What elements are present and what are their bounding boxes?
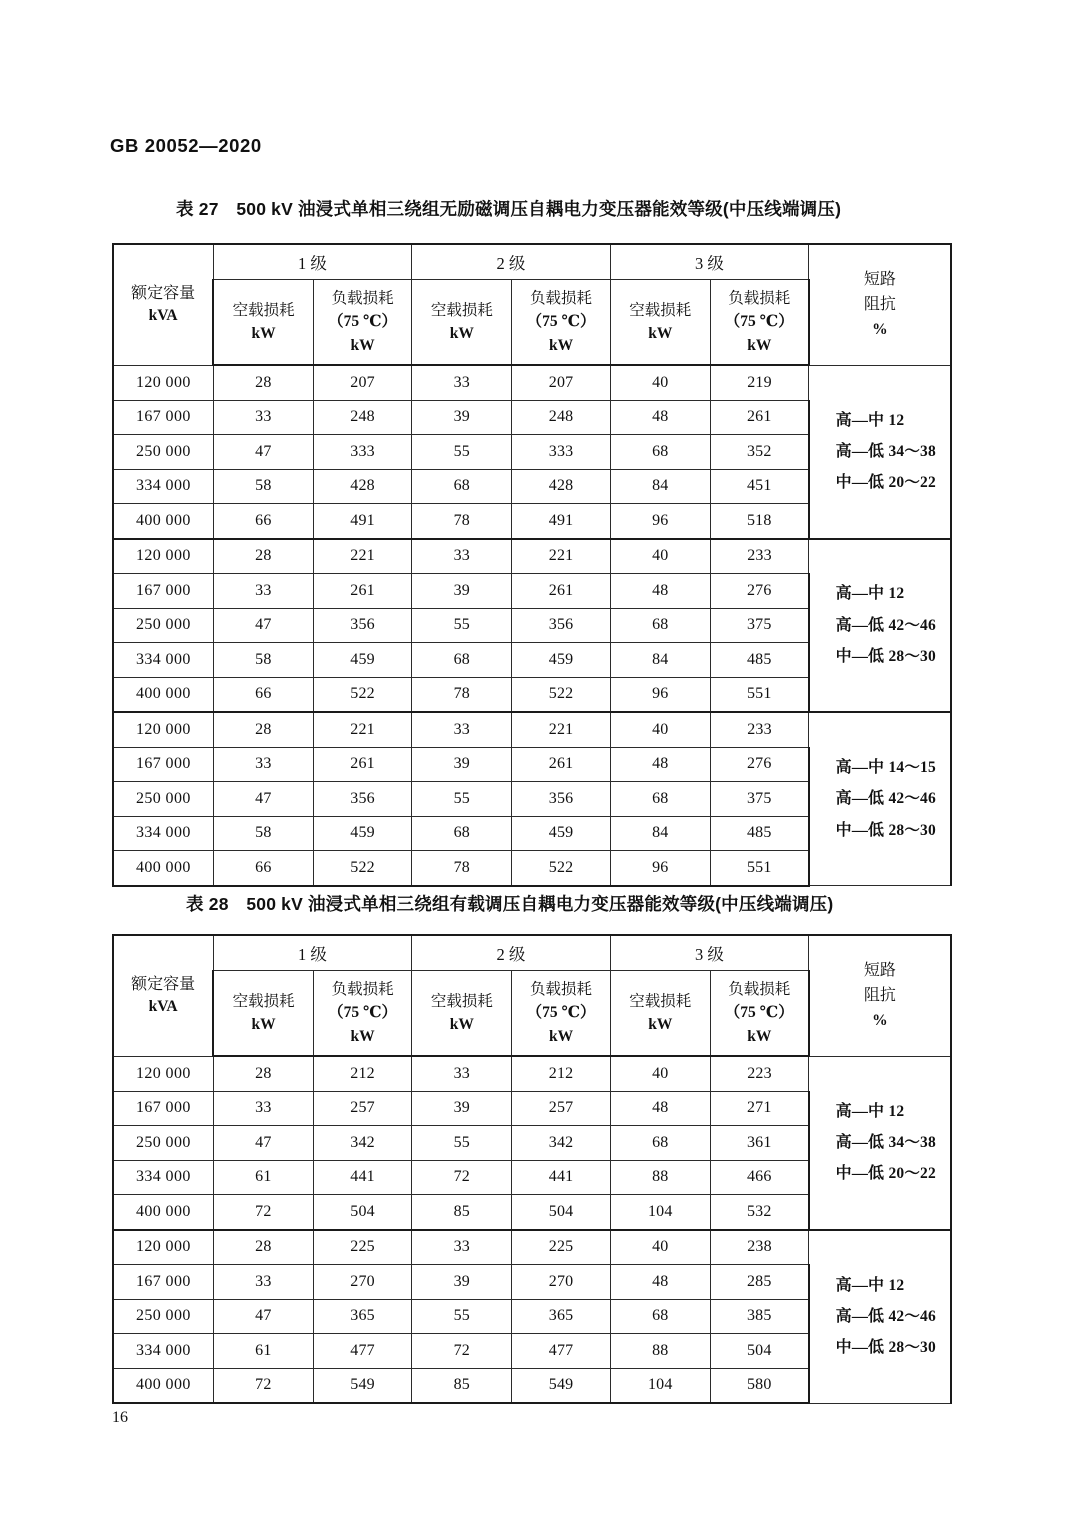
- cell-g3_no_load: 68: [610, 1299, 710, 1334]
- cell-capacity: 334 000: [113, 1160, 213, 1195]
- cell-g3_no_load: 48: [610, 1265, 710, 1300]
- cell-g2_no_load: 33: [412, 1056, 512, 1091]
- header-no-load-label: 空载损耗: [430, 301, 493, 319]
- cell-g1_no_load: 28: [213, 1230, 313, 1265]
- cell-g1_no_load: 47: [213, 1126, 313, 1161]
- cell-g1_load: 333: [313, 435, 411, 470]
- header-load-unit: kW: [747, 1027, 772, 1045]
- header-grade-3: 3 级: [610, 935, 808, 971]
- cell-g2_load: 257: [512, 1091, 610, 1126]
- header-load-loss-grade-1: [313, 280, 411, 366]
- cell-g1_no_load: 47: [213, 1299, 313, 1334]
- header-grade-1: 1 级: [213, 935, 411, 971]
- cell-g2_load: 356: [512, 782, 610, 817]
- header-rated-capacity: [113, 244, 213, 365]
- impedance-value: 28～30: [888, 647, 936, 665]
- cell-capacity: 250 000: [113, 435, 213, 470]
- cell-g2_load: 225: [512, 1230, 610, 1265]
- cell-g1_no_load: 61: [213, 1160, 313, 1195]
- cell-g2_load: 221: [512, 712, 610, 747]
- cell-short-circuit-impedance: [809, 1230, 951, 1404]
- table-27-body: [113, 365, 951, 886]
- table-row: [113, 365, 951, 400]
- cell-capacity: 167 000: [113, 1091, 213, 1126]
- cell-g1_no_load: 28: [213, 1056, 313, 1091]
- cell-g1_no_load: 47: [213, 782, 313, 817]
- header-grade-2: 2 级: [412, 935, 610, 971]
- cell-g3_no_load: 96: [610, 677, 710, 712]
- header-impedance-unit: %: [872, 320, 888, 338]
- cell-g3_load: 285: [710, 1265, 808, 1300]
- header-load-unit: kW: [747, 336, 772, 354]
- header-no-load-unit: kW: [449, 325, 474, 342]
- cell-g3_no_load: 40: [610, 365, 710, 400]
- impedance-entry: 高—低 42～46: [835, 790, 936, 808]
- cell-g3_load: 276: [710, 747, 808, 782]
- impedance-entry: 中—低 28～30: [835, 647, 936, 665]
- cell-g1_load: 212: [313, 1056, 411, 1091]
- cell-g1_no_load: 33: [213, 747, 313, 782]
- header-load-temp: （75 ℃）: [526, 1004, 596, 1022]
- cell-g1_no_load: 33: [213, 1265, 313, 1300]
- cell-g2_load: 459: [512, 816, 610, 851]
- cell-g1_load: 248: [313, 400, 411, 435]
- cell-g1_load: 207: [313, 365, 411, 400]
- cell-g3_load: 485: [710, 816, 808, 851]
- header-capacity-unit: kVA: [148, 998, 178, 1016]
- impedance-entry: 高—中 14～15: [835, 759, 936, 777]
- cell-g3_load: 352: [710, 435, 808, 470]
- cell-g1_load: 342: [313, 1126, 411, 1161]
- cell-g3_no_load: 68: [610, 782, 710, 817]
- cell-g2_load: 459: [512, 643, 610, 678]
- cell-g2_no_load: 55: [412, 1299, 512, 1334]
- impedance-entry: 高—低 42～46: [835, 616, 936, 634]
- cell-g2_no_load: 85: [412, 1195, 512, 1230]
- header-load-unit: kW: [548, 336, 574, 354]
- cell-g2_load: 207: [512, 365, 610, 400]
- cell-g3_no_load: 84: [610, 643, 710, 678]
- header-load-temp: （75 ℃）: [724, 313, 794, 331]
- cell-g3_load: 451: [710, 469, 808, 504]
- header-no-load-label: 空载损耗: [232, 992, 295, 1010]
- cell-g2_load: 491: [512, 504, 610, 539]
- cell-g2_load: 342: [512, 1126, 610, 1161]
- cell-capacity: 334 000: [113, 643, 213, 678]
- cell-g1_no_load: 58: [213, 469, 313, 504]
- cell-g1_load: 441: [313, 1160, 411, 1195]
- cell-g3_no_load: 40: [610, 712, 710, 747]
- table-27: [112, 243, 952, 887]
- cell-g1_load: 428: [313, 469, 411, 504]
- cell-g2_no_load: 68: [412, 643, 512, 678]
- cell-g1_load: 459: [313, 643, 411, 678]
- header-load-temp: （75 ℃）: [328, 313, 398, 331]
- header-capacity-unit: kVA: [148, 307, 178, 325]
- cell-g1_no_load: 28: [213, 365, 313, 400]
- cell-g2_load: 504: [512, 1195, 610, 1230]
- cell-g2_no_load: 55: [412, 782, 512, 817]
- header-rated-capacity: [113, 935, 213, 1056]
- cell-g3_no_load: 68: [610, 435, 710, 470]
- header-load-unit: kW: [350, 336, 375, 354]
- cell-g3_load: 233: [710, 539, 808, 574]
- cell-g2_no_load: 33: [412, 365, 512, 400]
- table-row: [113, 539, 951, 574]
- cell-g2_load: 261: [512, 747, 610, 782]
- running-head: GB 20052—2020: [110, 135, 262, 156]
- cell-g1_load: 477: [313, 1334, 411, 1369]
- cell-capacity: 250 000: [113, 1299, 213, 1334]
- cell-g3_load: 466: [710, 1160, 808, 1195]
- header-no-load-loss-grade-1: [213, 280, 313, 366]
- header-impedance-unit: %: [872, 1011, 888, 1029]
- cell-g1_no_load: 58: [213, 643, 313, 678]
- cell-g1_load: 356: [313, 782, 411, 817]
- cell-g2_no_load: 55: [412, 608, 512, 643]
- table-row: [113, 712, 951, 747]
- cell-g1_load: 261: [313, 574, 411, 609]
- cell-g3_no_load: 40: [610, 1230, 710, 1265]
- cell-g3_no_load: 40: [610, 1056, 710, 1091]
- header-no-load-loss-grade-3: [610, 280, 710, 366]
- table-row: [113, 1230, 951, 1265]
- cell-g2_load: 270: [512, 1265, 610, 1300]
- cell-g3_no_load: 40: [610, 539, 710, 574]
- cell-g1_no_load: 28: [213, 712, 313, 747]
- table-28: [112, 934, 952, 1404]
- table-27-header: [113, 244, 951, 365]
- cell-g2_load: 248: [512, 400, 610, 435]
- header-no-load-loss-grade-1: [213, 971, 313, 1057]
- cell-g2_load: 522: [512, 677, 610, 712]
- cell-g1_load: 365: [313, 1299, 411, 1334]
- cell-capacity: 120 000: [113, 1230, 213, 1265]
- impedance-value: 28～30: [888, 821, 936, 839]
- cell-g3_load: 551: [710, 677, 808, 712]
- header-load-temp: （75 ℃）: [328, 1004, 398, 1022]
- cell-capacity: 334 000: [113, 469, 213, 504]
- cell-g1_load: 356: [313, 608, 411, 643]
- cell-g3_load: 485: [710, 643, 808, 678]
- cell-capacity: 250 000: [113, 608, 213, 643]
- cell-g2_no_load: 39: [412, 747, 512, 782]
- header-load-loss-grade-1: [313, 971, 411, 1057]
- impedance-value: 20～22: [888, 474, 936, 492]
- cell-g1_load: 225: [313, 1230, 411, 1265]
- header-grade-1: 1 级: [213, 244, 411, 280]
- header-no-load-loss-grade-2: [412, 971, 512, 1057]
- cell-g1_load: 221: [313, 539, 411, 574]
- cell-capacity: 400 000: [113, 504, 213, 539]
- cell-g3_no_load: 68: [610, 1126, 710, 1161]
- table-row: [113, 1056, 951, 1091]
- cell-capacity: 400 000: [113, 1195, 213, 1230]
- cell-g1_no_load: 58: [213, 816, 313, 851]
- cell-g2_no_load: 68: [412, 816, 512, 851]
- cell-capacity: 120 000: [113, 365, 213, 400]
- cell-g3_load: 518: [710, 504, 808, 539]
- cell-g3_load: 375: [710, 782, 808, 817]
- cell-g3_no_load: 68: [610, 608, 710, 643]
- cell-capacity: 120 000: [113, 1056, 213, 1091]
- table-28-caption: 表 28 500 kV 油浸式单相三绕组有载调压自耦电力变压器能效等级(中压线端调压): [186, 894, 834, 914]
- impedance-value: 28～30: [888, 1339, 936, 1357]
- cell-g1_no_load: 28: [213, 539, 313, 574]
- header-impedance-line2: 阻抗: [863, 295, 896, 313]
- cell-capacity: 167 000: [113, 747, 213, 782]
- cell-g3_no_load: 88: [610, 1160, 710, 1195]
- cell-capacity: 167 000: [113, 400, 213, 435]
- impedance-value: 12: [888, 411, 905, 429]
- impedance-value: 42～46: [888, 616, 936, 634]
- impedance-value: 12: [888, 1276, 905, 1294]
- header-short-circuit-impedance: [809, 935, 951, 1056]
- cell-g3_load: 271: [710, 1091, 808, 1126]
- header-load-loss-grade-2: [512, 280, 610, 366]
- cell-capacity: 250 000: [113, 1126, 213, 1161]
- cell-g3_load: 504: [710, 1334, 808, 1369]
- cell-g1_load: 491: [313, 504, 411, 539]
- cell-g1_load: 221: [313, 712, 411, 747]
- cell-g2_load: 261: [512, 574, 610, 609]
- header-no-load-unit: kW: [449, 1016, 474, 1033]
- page-number: 16: [112, 1409, 128, 1426]
- cell-g3_load: 223: [710, 1056, 808, 1091]
- cell-capacity: 400 000: [113, 1368, 213, 1403]
- cell-capacity: 334 000: [113, 1334, 213, 1369]
- cell-g3_no_load: 48: [610, 1091, 710, 1126]
- header-load-label: 负载损耗: [530, 981, 593, 999]
- header-load-loss-grade-2: [512, 971, 610, 1057]
- header-no-load-label: 空载损耗: [629, 301, 692, 319]
- cell-g3_no_load: 104: [610, 1368, 710, 1403]
- cell-g2_load: 365: [512, 1299, 610, 1334]
- cell-short-circuit-impedance: [809, 539, 951, 713]
- cell-g2_load: 333: [512, 435, 610, 470]
- impedance-entry: 高—中 12: [835, 1102, 905, 1120]
- header-load-label: 负载损耗: [331, 290, 394, 308]
- header-capacity-label: 额定容量: [131, 284, 196, 302]
- cell-g1_no_load: 66: [213, 851, 313, 886]
- cell-g1_no_load: 72: [213, 1195, 313, 1230]
- cell-g3_load: 361: [710, 1126, 808, 1161]
- cell-g1_load: 549: [313, 1368, 411, 1403]
- header-load-unit: kW: [350, 1027, 375, 1045]
- cell-capacity: 167 000: [113, 1265, 213, 1300]
- header-load-loss-grade-3: [710, 971, 808, 1057]
- cell-g3_no_load: 48: [610, 747, 710, 782]
- cell-g1_no_load: 33: [213, 1091, 313, 1126]
- cell-g3_no_load: 88: [610, 1334, 710, 1369]
- cell-capacity: 400 000: [113, 677, 213, 712]
- cell-g2_no_load: 72: [412, 1160, 512, 1195]
- header-impedance-line2: 阻抗: [863, 986, 896, 1004]
- cell-g2_no_load: 55: [412, 1126, 512, 1161]
- cell-g1_no_load: 66: [213, 677, 313, 712]
- header-impedance-line1: 短路: [863, 961, 896, 979]
- cell-g1_no_load: 61: [213, 1334, 313, 1369]
- table-28-header: [113, 935, 951, 1056]
- impedance-value: 42～46: [888, 1307, 936, 1325]
- header-no-load-unit: kW: [251, 325, 276, 342]
- cell-g2_no_load: 33: [412, 539, 512, 574]
- header-load-unit: kW: [548, 1027, 574, 1045]
- cell-g1_load: 522: [313, 677, 411, 712]
- table-27-caption: 表 27 500 kV 油浸式单相三绕组无励磁调压自耦电力变压器能效等级(中压线端调压): [176, 199, 842, 219]
- cell-g1_no_load: 47: [213, 435, 313, 470]
- cell-g2_no_load: 85: [412, 1368, 512, 1403]
- impedance-entry: 高—低 34～38: [835, 1133, 936, 1151]
- header-load-label: 负载损耗: [331, 981, 394, 999]
- cell-capacity: 167 000: [113, 574, 213, 609]
- impedance-value: 12: [888, 585, 905, 603]
- cell-g3_load: 233: [710, 712, 808, 747]
- impedance-entry: 高—低 42～46: [835, 1307, 936, 1325]
- cell-g3_no_load: 84: [610, 469, 710, 504]
- cell-g2_no_load: 33: [412, 712, 512, 747]
- header-load-loss-grade-3: [710, 280, 808, 366]
- impedance-entry: 中—低 28～30: [835, 821, 936, 839]
- header-no-load-loss-grade-2: [412, 280, 512, 366]
- cell-g3_load: 261: [710, 400, 808, 435]
- cell-g1_load: 504: [313, 1195, 411, 1230]
- cell-g2_no_load: 39: [412, 1265, 512, 1300]
- cell-short-circuit-impedance: [809, 712, 951, 886]
- impedance-entry: 中—低 28～30: [835, 1339, 936, 1357]
- cell-g1_no_load: 47: [213, 608, 313, 643]
- impedance-entry: 高—低 34～38: [835, 442, 936, 460]
- header-impedance-line1: 短路: [863, 270, 896, 288]
- cell-g2_no_load: 78: [412, 677, 512, 712]
- header-capacity-label: 额定容量: [131, 975, 196, 993]
- cell-g2_no_load: 72: [412, 1334, 512, 1369]
- impedance-entry: 高—中 12: [835, 411, 905, 429]
- table-28-body: [113, 1056, 951, 1403]
- header-short-circuit-impedance: [809, 244, 951, 365]
- cell-capacity: 334 000: [113, 816, 213, 851]
- cell-g1_load: 522: [313, 851, 411, 886]
- cell-g2_load: 477: [512, 1334, 610, 1369]
- cell-g3_no_load: 48: [610, 574, 710, 609]
- cell-g2_no_load: 55: [412, 435, 512, 470]
- cell-capacity: 250 000: [113, 782, 213, 817]
- cell-g2_no_load: 68: [412, 469, 512, 504]
- header-load-temp: （75 ℃）: [526, 313, 596, 331]
- impedance-value: 20～22: [888, 1165, 936, 1183]
- impedance-value: 14～15: [888, 759, 936, 777]
- cell-g2_no_load: 78: [412, 504, 512, 539]
- header-no-load-unit: kW: [251, 1016, 276, 1033]
- cell-g3_no_load: 104: [610, 1195, 710, 1230]
- header-no-load-unit: kW: [648, 1016, 673, 1033]
- cell-g2_no_load: 78: [412, 851, 512, 886]
- cell-g1_no_load: 33: [213, 400, 313, 435]
- cell-g2_no_load: 39: [412, 574, 512, 609]
- impedance-entry: 中—低 20～22: [835, 474, 936, 492]
- cell-g2_load: 441: [512, 1160, 610, 1195]
- cell-g2_no_load: 39: [412, 400, 512, 435]
- cell-g1_load: 270: [313, 1265, 411, 1300]
- cell-g1_no_load: 66: [213, 504, 313, 539]
- header-load-label: 负载损耗: [728, 981, 791, 999]
- cell-capacity: 120 000: [113, 539, 213, 574]
- cell-g2_load: 221: [512, 539, 610, 574]
- cell-capacity: 400 000: [113, 851, 213, 886]
- impedance-value: 34～38: [888, 442, 936, 460]
- header-grade-3: 3 级: [610, 244, 808, 280]
- impedance-entry: 高—中 12: [835, 585, 905, 603]
- cell-g2_no_load: 33: [412, 1230, 512, 1265]
- cell-g3_load: 276: [710, 574, 808, 609]
- cell-g3_no_load: 48: [610, 400, 710, 435]
- cell-g2_load: 212: [512, 1056, 610, 1091]
- cell-g3_load: 219: [710, 365, 808, 400]
- cell-g1_load: 257: [313, 1091, 411, 1126]
- header-no-load-unit: kW: [648, 325, 673, 342]
- impedance-entry: 中—低 20～22: [835, 1165, 936, 1183]
- header-no-load-loss-grade-3: [610, 971, 710, 1057]
- cell-g2_load: 549: [512, 1368, 610, 1403]
- cell-g1_load: 459: [313, 816, 411, 851]
- cell-g3_load: 580: [710, 1368, 808, 1403]
- header-no-load-label: 空载损耗: [430, 992, 493, 1010]
- cell-g3_load: 238: [710, 1230, 808, 1265]
- cell-g1_no_load: 33: [213, 574, 313, 609]
- cell-g3_no_load: 96: [610, 851, 710, 886]
- header-no-load-label: 空载损耗: [629, 992, 692, 1010]
- cell-g3_load: 532: [710, 1195, 808, 1230]
- impedance-value: 34～38: [888, 1133, 936, 1151]
- header-load-label: 负载损耗: [728, 290, 791, 308]
- impedance-value: 42～46: [888, 790, 936, 808]
- header-no-load-label: 空载损耗: [232, 301, 295, 319]
- impedance-entry: 高—中 12: [835, 1276, 905, 1294]
- header-load-label: 负载损耗: [530, 290, 593, 308]
- cell-g2_load: 522: [512, 851, 610, 886]
- cell-g2_no_load: 39: [412, 1091, 512, 1126]
- cell-short-circuit-impedance: [809, 1056, 951, 1230]
- impedance-value: 12: [888, 1102, 905, 1120]
- cell-g3_load: 551: [710, 851, 808, 886]
- cell-g2_load: 428: [512, 469, 610, 504]
- header-load-temp: （75 ℃）: [724, 1004, 794, 1022]
- cell-capacity: 120 000: [113, 712, 213, 747]
- cell-g3_load: 375: [710, 608, 808, 643]
- cell-short-circuit-impedance: [809, 365, 951, 539]
- cell-g1_no_load: 72: [213, 1368, 313, 1403]
- header-grade-2: 2 级: [412, 244, 610, 280]
- cell-g1_load: 261: [313, 747, 411, 782]
- cell-g2_load: 356: [512, 608, 610, 643]
- cell-g3_no_load: 96: [610, 504, 710, 539]
- cell-g3_no_load: 84: [610, 816, 710, 851]
- cell-g3_load: 385: [710, 1299, 808, 1334]
